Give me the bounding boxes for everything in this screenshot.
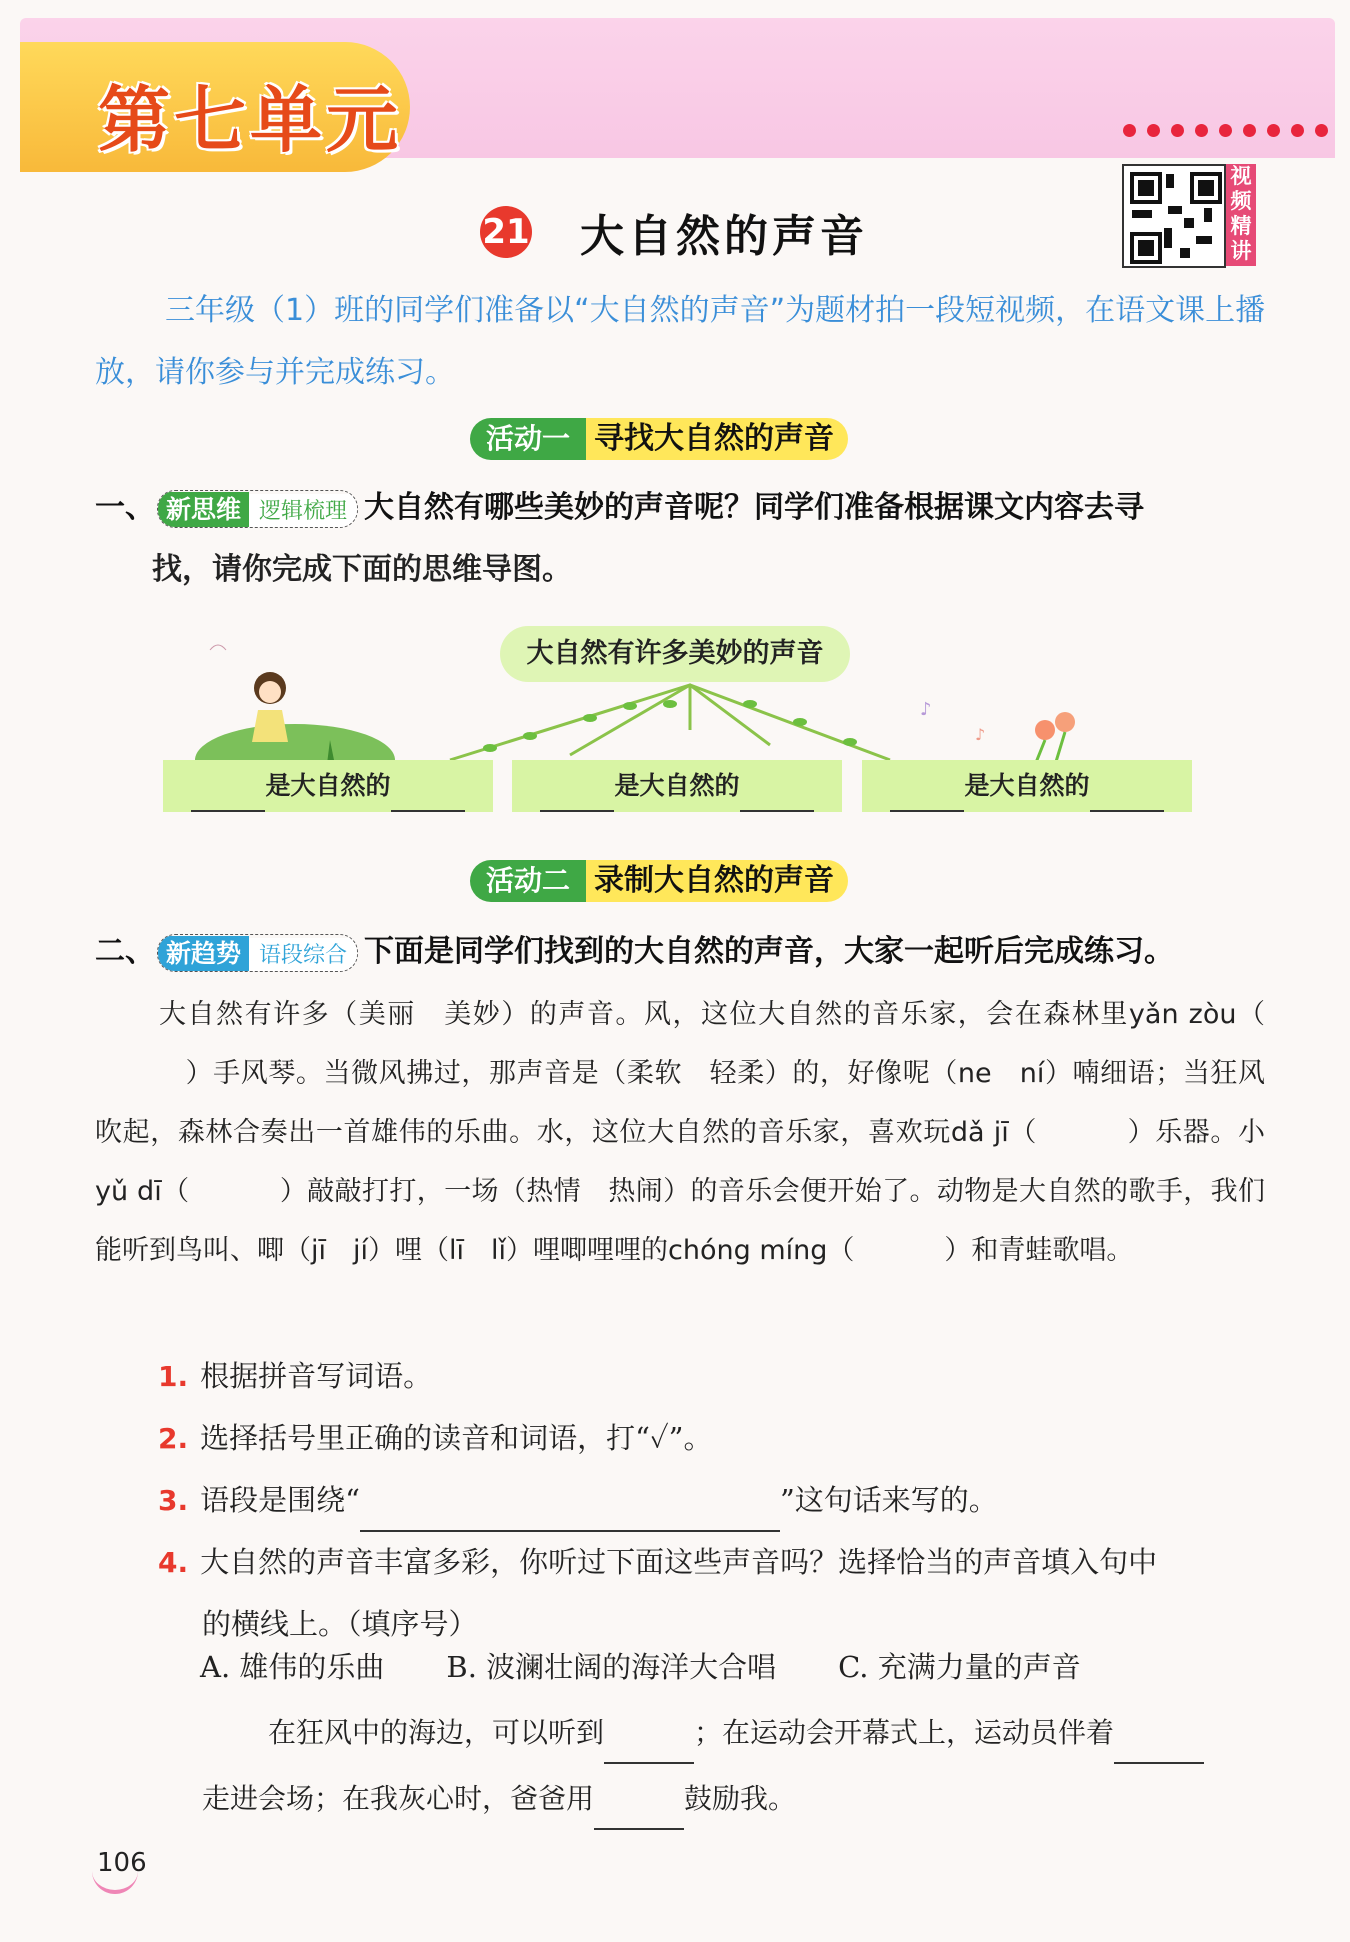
svg-text:♪: ♪ [975, 725, 986, 744]
lesson-number-badge: 21 [480, 206, 532, 258]
question-two-number: 二、 [95, 934, 155, 969]
task-item-4: 4. 大自然的声音丰富多彩，你听过下面这些声音吗？选择恰当的声音填入句中 [158, 1545, 1158, 1579]
blank-input[interactable] [391, 776, 465, 812]
blank-input[interactable] [189, 1187, 279, 1221]
activity-two-tag: 活动二 [470, 860, 586, 902]
blank-input[interactable] [740, 776, 814, 812]
question-one-text-cont: 找，请你完成下面的思维导图。 [152, 552, 572, 587]
unit-title: 第七单元 [98, 78, 403, 162]
mindmap-branch-3: 是大自然的 [862, 760, 1192, 812]
blank-input[interactable] [191, 776, 265, 812]
question-one-header [95, 478, 1275, 538]
intro-paragraph: 三年级（1）班的同学们准备以“大自然的声音”为题材拍一段短视频，在语文课上播放，请你参与并完成练习。 [95, 293, 1266, 390]
page-number-decoration [92, 1870, 138, 1894]
activity-one-tag: 活动一 [470, 418, 586, 460]
new-trend-tag: 新趋势 语段综合 [157, 934, 358, 972]
blank-input[interactable] [95, 1069, 185, 1103]
option-b: B. 波澜壮阔的海洋大合唱 [446, 1650, 777, 1684]
activity-one-name: 寻找大自然的声音 [586, 418, 848, 460]
question-two-text: 下面是同学们找到的大自然的声音，大家一起听后完成练习。 [364, 934, 1175, 969]
question-one-text: 大自然有哪些美妙的声音呢？同学们准备根据课文内容去寻 [364, 490, 1145, 525]
svg-text:♪: ♪ [920, 699, 932, 720]
task-item-2: 2. 选择括号里正确的读音和词语，打“✓”。 [158, 1421, 713, 1455]
activity-one-header [470, 418, 848, 460]
options-row [200, 1645, 1081, 1686]
blank-input[interactable] [1037, 1128, 1127, 1162]
blank-input[interactable] [540, 776, 614, 812]
blank-input[interactable] [1090, 776, 1164, 812]
blank-input[interactable] [890, 776, 964, 812]
task-item-3: 3. 语段是围绕“ ”这句话来写的。 [158, 1469, 998, 1532]
fill-sentence-line-2: 走进会场；在我灰心时，爸爸用 鼓励我。 [202, 1768, 796, 1830]
mindmap-root: 大自然有许多美妙的声音 [500, 626, 850, 682]
blank-input[interactable] [854, 1246, 944, 1280]
qr-code-icon[interactable] [1122, 164, 1226, 268]
question-one-number: 一、 [95, 490, 155, 525]
question-two-header [95, 922, 1275, 982]
mindmap-branch-1: 是大自然的 [163, 760, 493, 812]
option-c: C. 充满力量的声音 [838, 1650, 1081, 1684]
task-item-4-cont: 的横线上。（填序号） [202, 1607, 478, 1641]
option-a: A. 雄伟的乐曲 [200, 1650, 385, 1684]
lesson-title: 大自然的声音 [580, 211, 868, 262]
task-item-1: 1. 根据拼音写词语。 [158, 1359, 433, 1393]
mindmap-branch-2: 是大自然的 [512, 760, 842, 812]
decorative-dots [1123, 124, 1328, 137]
blank-input[interactable] [594, 1794, 684, 1830]
blank-input[interactable] [360, 1496, 780, 1532]
activity-two-header [470, 860, 848, 902]
activity-two-name: 录制大自然的声音 [586, 860, 848, 902]
blank-input[interactable] [1114, 1728, 1204, 1764]
reading-passage: 大自然有许多（美丽 美妙）的声音。风，这位大自然的音乐家，会在森林里yǎn zòu（）手风琴。当微风拂过，那声音是（柔软 轻柔）的，好像呢（ne ní）喃细语；当狂风吹起，森林合奏出一首雄伟的乐曲。水，这位大自然的音乐家，喜欢玩dǎ jī（ ）乐器。小yǔ dī（ ）敲敲打打，一场（热情 热闹）的音乐会便开始了。动物是大自然的歌手，我们能听到鸟叫、唧（jī jí）哩（lī lǐ）哩唧哩哩的chóng míng（ ）和青蛙歌唱。 [95, 985, 1265, 1280]
blank-input[interactable] [604, 1728, 694, 1764]
new-thinking-tag: 新思维 逻辑梳理 [157, 490, 358, 528]
video-lecture-label[interactable]: 视频精讲 [1226, 164, 1256, 266]
page-number: 106 [97, 1848, 147, 1878]
fill-sentence-line-1: 在狂风中的海边，可以听到 ；在运动会开幕式上，运动员伴着 [268, 1702, 1204, 1764]
